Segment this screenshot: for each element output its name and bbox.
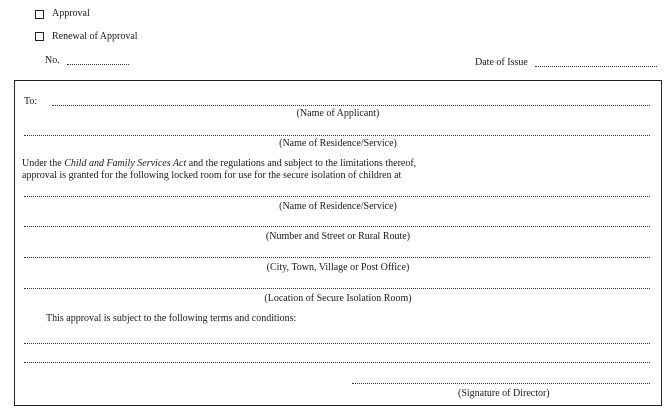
form-frame [14, 80, 662, 406]
terms-text: This approval is subject to the following terms and conditions: [46, 313, 297, 324]
paragraph-line-2: approval is granted for the following locked room for use for the secure isolation of children at [22, 170, 402, 181]
to-label: To: [24, 96, 38, 107]
applicant-caption: (Name of Applicant) [296, 108, 380, 119]
no-label: No. [45, 55, 60, 66]
applicant-field[interactable] [52, 105, 650, 106]
location-field[interactable] [24, 288, 650, 289]
para-line1-suffix: and the regulations and subject to the limitations thereof, [188, 158, 417, 169]
approval-checkbox[interactable] [35, 10, 44, 19]
signature-caption: (Signature of Director) [458, 388, 550, 399]
city-field[interactable] [24, 257, 650, 258]
residence-caption-2: (Name of Residence/Service) [279, 201, 397, 212]
act-name: Child and Family Services Act [64, 158, 187, 169]
residence-caption-1: (Name of Residence/Service) [279, 138, 397, 149]
paragraph-line-1 [22, 158, 416, 170]
residence-field-1[interactable] [24, 135, 650, 136]
renewal-checkbox[interactable] [35, 32, 44, 41]
renewal-label: Renewal of Approval [52, 31, 138, 42]
approval-label: Approval [52, 8, 90, 19]
residence-field-2[interactable] [24, 196, 650, 197]
signature-field[interactable] [352, 383, 650, 384]
terms-field-1[interactable] [24, 343, 650, 344]
street-field[interactable] [24, 226, 650, 227]
no-field[interactable] [67, 64, 129, 65]
city-caption: (City, Town, Village or Post Office) [266, 262, 410, 273]
date-label: Date of Issue [475, 57, 528, 68]
terms-field-2[interactable] [24, 362, 650, 363]
location-caption: (Location of Secure Isolation Room) [264, 293, 412, 304]
para-prefix: Under the [22, 158, 62, 169]
date-field[interactable] [535, 66, 657, 67]
street-caption: (Number and Street or Rural Route) [265, 231, 411, 242]
